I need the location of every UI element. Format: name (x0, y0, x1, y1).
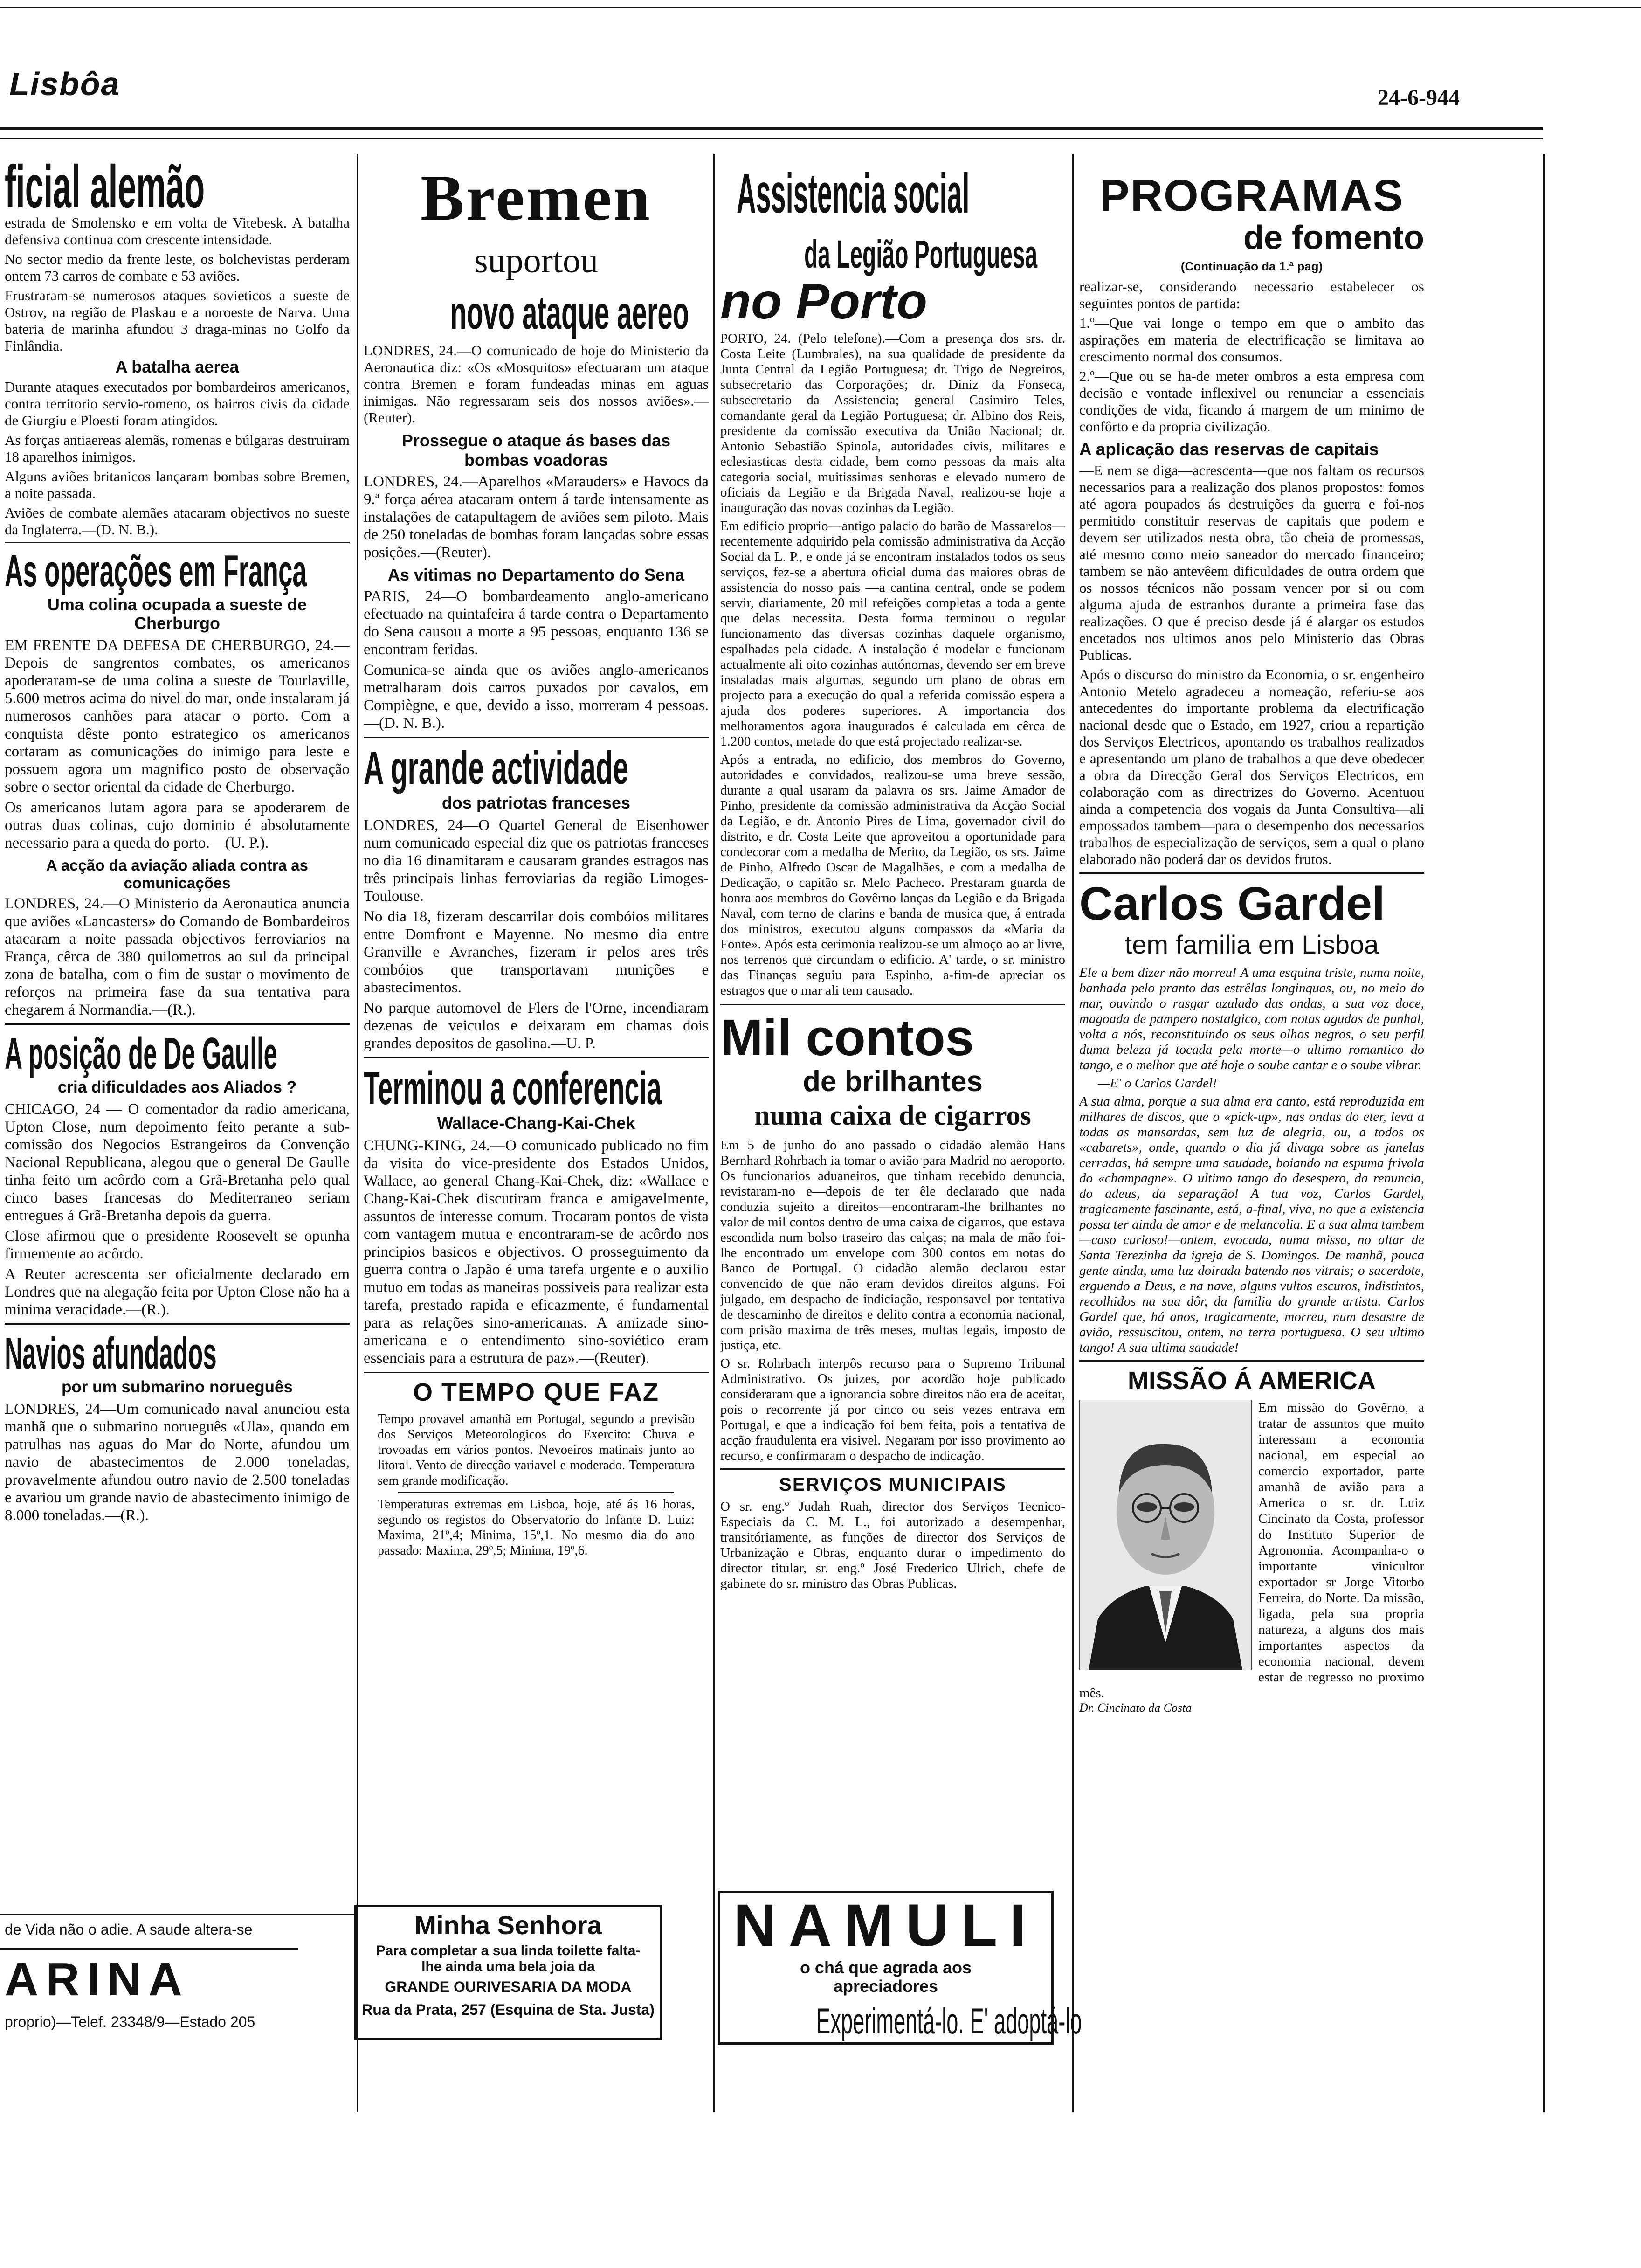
col1-para3-1: LONDRES, 24.—O Ministerio da Aeronautica anuncia que aviões «Lancasters» do Comando de Bombardeiros atacaram a noite passada objectivos ferroviarios na França, cêrca de 380 quilometros ao sul da principal zona de batalha, com o fim de sustar o movimento de reforços na primeira fase da sua tentativa para chegarem á Normandia.—(R.). (5, 895, 350, 1018)
col1-rule-3 (5, 1323, 350, 1325)
col4-photo-caption: Dr. Cincinato da Costa (1079, 1701, 1192, 1715)
col2-rule-2 (364, 1057, 709, 1058)
col1-para1-1: Durante ataques executados por bombardeiros americanos, contra territorio servio-romeno, os bairros civis da cidade de Giurgiu e Ploesti foram atingidos. (5, 379, 350, 429)
col3-para1-3: Após a entrada, no edificio, dos membros do Governo, autoridades e convidados, realizou-se uma breve sessão, durante a qual usaram da palavra os srs. Jaime Amador de Pinho, presidente da comissão administrativa da Acção Social da Legião, e dr. Antonio Pires de Lima, governador civil do distrito, e dr. Costa Leite que aproveitou a oportunidade para condecorar com a medalha de Merito, da Legião, os srs. Jaime de Pinho, Alfredo Oscar de Magalhães, e com a medalha de Dedicação, o capitão sr. Melo Pacheco. Prestaram guarda de honra aos membros do Govêrno lanças da Legião e da Brigada Naval, com terno de clarins e banda de musica que, á entrada dos ministros, executou alguns compassos da «Maria da Fonte». Após esta cerimonia realizou-se um almoço ao ar livre, nos terrenos que circundam o edificio. A' tarde, o sr. ministro das Finanças seguiu para Espinho, a-fim-de apreciar os estragos que o mar ali tem causado. (720, 752, 1065, 998)
col2-para4-3: No parque automovel de Flers de l'Orne, incendiaram dezenas de veiculos e deixaram em chamas dois grandes depositos de gasolina.—U. P. (364, 1000, 709, 1052)
col2-ad-title: Minha Senhora (414, 1910, 602, 1940)
col2-subhead-bases: Prossegue o ataque ás bases das bombas voadoras (401, 431, 671, 470)
top-rule (0, 7, 1641, 8)
col3-sub-brilhantes: de brilhantes (803, 1065, 983, 1098)
col3-ad-slogan: Experimentá-lo. E' adoptá-lo (816, 2000, 1082, 2041)
col1-ad-rule (0, 1948, 298, 1950)
col2-rule-1 (364, 737, 709, 738)
col4-headline: PROGRAMAS (1099, 173, 1404, 221)
col4-rule-1 (1079, 872, 1424, 874)
col1-para4-3: A Reuter acrescenta ser oficialmente declarado em Londres que na alegação feita por Upton Close não ha a minima veracidade.—(R.). (5, 1266, 350, 1318)
col3-sub-porto: no Porto (720, 273, 927, 329)
masthead-title: Lisbôa (9, 66, 120, 102)
col2-para5-1: CHUNG-KING, 24.—O comunicado publicado no fim da visita do vice-presidente dos Estados Unidos, Wallace, ao general Chang-Kai-Chek, diz: «Wallace e Chang-Kai-Chek discutiram franca e amigavelmente, assuntos de interesse comum. Trocaram pontos de vista com vantagem mutua e encontraram-se de acôrdo nos principios basicos e objectivos. O prosseguimento da guerra contra o Japão é uma tarefa urgente e o auxilio mutuo em todas as maneiras possiveis para realizar esta tarefa, prestado rapida e eficazmente, é fundamental para as relações sino-americanas. A amizade sino-americana e o entendimento sino-soviético eram essenciais para a estrutura de paz».—(Reuter). (364, 1137, 709, 1367)
col1-headline-navios: Navios afundados (5, 1328, 217, 1378)
col4-para1-3: 2.º—Que ou se ha-de meter ombros a esta empresa com decisão e vontade inflexivel ou renunciar a essenciais condições de vida, ficando á margem de um minimo de confôrto e da propria civilização. (1079, 368, 1424, 435)
masthead-rule-top (0, 127, 1543, 130)
col1-subhead-submarino: por um submarino norueguês (62, 1378, 293, 1396)
col2-rule-4 (398, 1492, 674, 1493)
col1-ad (0, 1914, 354, 2041)
col2-ad-store: GRANDE OURIVESARIA DA MODA (385, 1978, 632, 1995)
col2-headline-conferencia: Terminou a conferencia (364, 1062, 662, 1114)
col3-headline-mil-contos: Mil contos (720, 1009, 974, 1066)
col1-ad-tel: proprio)—Telef. 23348/9—Estado 205 (5, 2013, 255, 2030)
col2-para6-1: Tempo provavel amanhã em Portugal, segundo a previsão dos Serviços Meteorologicos do Exercito: Chuva e trovoadas em vários pontos. Nevoeiros matinais junto ao litoral. Vento de direcção variavel e moderado. Temperatura sem grande modificação. (378, 1412, 695, 1488)
col1-subhead-dificuldades: cria dificuldades aos Aliados ? (57, 1078, 297, 1096)
col1-headline: ficial alemão (5, 159, 205, 221)
col2-rule-3 (364, 1372, 709, 1373)
col3-rule-1 (720, 1004, 1065, 1005)
col1-para2-1: EM FRENTE DA DEFESA DE CHERBURGO, 24.—Depois de sangrentos combates, os americanos apoderaram-se de uma colina a sueste de Tourlaville, 5.600 metros acima do nivel do mar, onde instalaram já numerosos canhões para atacar o porto. Com a conquista dêste ponto estrategico os americanos cortaram as comunicações do inimigo para leste e possuem agora um magnifico posto de observação sobre o sector oriental da cidade de Cherburgo. (5, 637, 350, 795)
masthead-rule-bottom (0, 138, 1543, 139)
col4-portrait-photo (1079, 1400, 1252, 1670)
col2-headline: Bremen (421, 163, 652, 234)
right-frame-rule (1543, 154, 1545, 2112)
col3-para2-1: Em 5 de junho do ano passado o cidadão alemão Hans Bernhard Rohrbach ia tomar o avião para Madrid no aeroporto. Os funcionarios aduaneiros, que tinham recebido denuncia, revistaram-no e—depois de ter êle declarado que nada conduzia sujeito a direitos—encontraram-lhe brilhantes no valor de mil contos dentro de uma caixa de cigarros, que estava escondida num bolso traseiro das calças; na mala de mão foi-lhe encontrado um envelope com 300 contos em notas do Banco de Portugal. O cidadão alemão declarou estar convencido de que não eram devidos direitos alguns. Foi julgado, em despacho de indiciação, responsavel por tentativa de descaminho de direitos e delito contra a economia nacional, com prisão maxima de três meses, multas legais, imposto de justiça, etc. (720, 1138, 1065, 1353)
col1-para5-1: LONDRES, 24—Um comunicado naval anunciou esta manhã que o submarino norueguês «Ula», quando em patrulhas nas aguas do Mar do Norte, afundou um navio de abastecimentos de 2.000 toneladas, provavelmente afundou outro navio de 2.500 toneladas e avariou um grande navio de abastecimento inimigo de 8.000 toneladas.—(R.). (5, 1401, 350, 1524)
col4-headline-fomento: de fomento (1243, 219, 1424, 256)
col1-intro-1: estrada de Smolensko e em volta de Vitebesk. A batalha defensiva continua com crescente intensidade. (5, 214, 350, 248)
col1-para1-4: Aviões de combate alemães atacaram objectivos no sueste da Inglaterra.—(D. N. B.). (5, 505, 350, 538)
col1-para4-2: Close afirmou que o presidente Roosevelt se opunha firmemente ao acôrdo. (5, 1228, 350, 1262)
col2-para4-2: No dia 18, fizeram descarrilar dois combóios militares entre Domfront e Mayenne. No mesmo dia entre Granville e Avranches, fizeram ir pelos ares três combóios que transportavam munições e abastecimentos. (364, 908, 709, 996)
col1-subhead-batalha: A batalha aerea (115, 357, 239, 376)
col1-intro-3: Frustraram-se numerosos ataques sovieticos a sueste de Ostrov, na região de Plaskau e a noroeste de Narva. Uma bateria de marinha afundou 3 draga-minas no Golfo da Finlândia. (5, 287, 350, 354)
col4-para3-3: A sua alma, porque a sua alma era canto, está reproduzida em milhares de discos, que o «pick-up», nas ondas do eter, leva a todas as mansardas, sem luz de alegria, ou, a todos os «cabarets», onde, quando o dia já divaga sobre as janelas cerradas, há sempre uma saudade, boiando na espuma frivola do «champagne». O ultimo tango do desespero, da renuncia, do adeus, da separação! A tua voz, Carlos Gardel, tragicamente fascinante, está, a-final, viva, no que a existencia possa ter ainda de amor e de melancolia. E a sua alma tambem—caso curioso!—ontem, evocada, numa missa, no altar de Santa Terezinha da igreja de S. Domingos. De manhã, pouca gente ainda, uma luz doirada batendo nos vitrais; o sacerdote, erguendo a Deus, e na nave, alguns vultos escuros, indistintos, recolhidos na sua dôr, da familia do grande artista. Carlos Gardel que, há anos, tragicamente, morreu, num desastre de avião, ressuscitou, ontem, na terra portuguesa. O seu ultimo tango! A sua ultima saudade! (1079, 1094, 1424, 1355)
masthead-date: 24-6-944 (1378, 85, 1460, 110)
col2-para2-1: LONDRES, 24.—Aparelhos «Marauders» e Havocs da 9.ª força aérea atacaram ontem á tarde intensamente as instalações de catapultagem de aviões sem piloto. Mais de 250 toneladas de bombas foram lançadas sobre essas posições.—(Reuter). (364, 473, 709, 561)
col3-para1-2: Em edificio proprio—antigo palacio do barão de Massarelos—recentemente adquirido pela comissão administrativa da Acção Social da L. P., e onde já se encontram instalados todos os seus serviços, fez-se a abertura oficial duma das maiores obras de assistencia do nosso pais —a cantina central, onde se podem servir, diariamente, 20 mil refeições completas a toda a gente que delas necessita. Desta forma terminou o regular funcionamento das diversas cozinhas daquele organismo, espalhadas pela cidade. A instalação é modelar e funcionam actualmente ali oito cozinhas autónomas, devendo ser em breve instaladas mais algumas, segundo um plano de obras em projecto para a execução do qual a referida comissão espera a ajuda dos poderes superiores. A importancia dos melhoramentos agora inaugurados é calculada em cêrca de 1.200 contos, metade do que está projectado realizar-se. (720, 519, 1065, 749)
col1-headline-franca: As operações em França (5, 546, 307, 596)
col2-headline-tempo: O TEMPO QUE FAZ (413, 1378, 660, 1406)
col3-para3-1: O sr. eng.º Judah Ruah, director dos Serviços Tecnico-Especiais da C. M. L., foi autorizado a desempenhar, transitóriamente, as funções de director dos Serviços de Urbanização e Obras, enquanto durar o impedimento do director titular, sr. eng.º José Frederico Ulrich, chefe de gabinete do sr. ministro das Obras Publicas. (720, 1499, 1065, 1591)
col4-rule-2 (1079, 1360, 1424, 1362)
col2-para4-1: LONDRES, 24—O Quartel General de Eisenhower num comunicado especial diz que os patriotas franceses no dia 16 dinamitaram e causaram grandes estragos nas três principais linhas ferroviarias da região Limoges-Toulouse. (364, 817, 709, 905)
col2-sub-suportou: suportou (474, 241, 598, 280)
column-divider-1 (357, 154, 358, 2112)
col4-para1-1: realizar-se, considerando necessario estabelecer os seguintes pontos de partida: (1079, 278, 1424, 311)
col4-para3-2: —E' o Carlos Gardel! (1098, 1076, 1217, 1091)
col3-ad-brand: NAMULI (733, 1892, 1038, 1959)
col4-subhead-familia: tem familia em Lisboa (1124, 930, 1379, 959)
col3-rule-2 (720, 1468, 1065, 1470)
col1-ad-line: de Vida não o adie. A saude altera-se (5, 1921, 253, 1938)
col4-subhead-reservas: A aplicação das reservas de capitais (1079, 440, 1379, 459)
col3-sub-legiao: da Legião Portuguesa (804, 232, 1038, 276)
col1-intro-2: No sector medio da frente leste, os bolchevistas perderam ontem 73 carros de combate e 53 aviões. (5, 251, 350, 284)
col1-para1-3: Alguns aviões britanicos lançaram bombas sobre Bremen, a noite passada. (5, 468, 350, 501)
col3-ad-text: o chá que agrada aos apreciadores (800, 1958, 972, 1996)
col2-para6-2: Temperaturas extremas em Lisboa, hoje, até ás 16 horas, segundo os registos do Observatorio do Infante D. Luiz: Maxima, 21º,4; Minima, 15º,1. No mesmo dia do ano passado: Maxima, 29º,5; Minima, 19º,6. (378, 1497, 695, 1558)
col2-headline-actividade: A grande actividade (364, 742, 628, 794)
col2-subhead-vitimas: As vitimas no Departamento do Sena (387, 565, 685, 584)
col2-para3-2: Comunica-se ainda que os aviões anglo-americanos metralharam dois carros puxados por cavalos, em Compiègne, e que, devido a isso, morreram 4 pessoas.—(D. N. B.). (364, 662, 709, 732)
col2-ad-minha-senhora (354, 1905, 662, 2040)
col2-subhead-wallace: Wallace-Chang-Kai-Chek (437, 1113, 635, 1133)
col1-ad-brand: ARINA (5, 1953, 190, 2005)
col2-subhead-patriotas: dos patriotas franceses (441, 793, 631, 812)
col1-rule-1 (5, 542, 350, 543)
column-divider-2 (713, 154, 715, 2112)
column-2 (364, 163, 709, 2098)
col4-headline-missao: MISSÃO Á AMERICA (1127, 1367, 1376, 1395)
col2-para1-1: LONDRES, 24.—O comunicado de hoje do Ministerio da Aeronautica diz: «Os «Mosquitos» efectuaram um ataque contra Bremen e foram fundeadas minas em aguas inimigas. Não regressaram seis dos nossos aviões».—(Reuter). (364, 342, 709, 426)
col4-para3-1: Ele a bem dizer não morreu! A uma esquina triste, numa noite, banhada pelo pranto das estrêlas longinquas, ou, no meio do mar, ouvindo o rasgar azulado das ondas, a sua voz doce, magoada de pampero nostalgico, com notas agudas de punhal, volta a nós, reconstituindo os seus olhos negros, o seu perfil duma beleza já tocada pela morte—o ultimo romantico do tango, e o melhor que até hoje o soube cantar e o soube vibrar. (1079, 965, 1424, 1072)
col1-para2-2: Os americanos lutam agora para se apoderarem de outras duas colinas, cujo dominio é absolutamente necessario para a queda do porto.—(U. P.). (5, 799, 350, 851)
col4-headline-gardel: Carlos Gardel (1079, 878, 1385, 930)
col3-headline-servicos: SERVIÇOS MUNICIPAIS (779, 1474, 1007, 1495)
col3-para1-1: PORTO, 24. (Pelo telefone).—Com a presença dos srs. dr. Costa Leite (Lumbrales), na sua qualidade de presidente da Junta Central da Legião Portuguesa; dr. Trigo de Negreiros, subsecretario das Corporações; dr. Diniz da Fonseca, subsecretario da Assistencia; general Casimiro Teles, comandante geral da Legião Portuguesa; dr. Albino dos Reis, presidente da comissão executiva da União Nacional; dr. Antonio Sebastião Spinola, autoridades civis, militares e eclesiasticas desta cidade, bem como pessoas da mais alta categoria social, muitissimas senhoras e elevado numero de oficiais da Legião e da Brigada Naval, realizou-se hoje a inauguração das novas cozinhas da Legião. (720, 331, 1065, 515)
column-3 (720, 163, 1065, 2098)
col4-para2-1: —E nem se diga—acrescenta—que nos faltam os recursos necessarios para a realização dos planos propostos: fomos até agora poupados ás destruições da guerra e foi-nos permitido constituir reservas de capitais que podem e devem ser utilizados nesta obra, tão cheia de promessas, até mesmo como meio saneador do mercado financeiro; tambem se não antevêem dificuldades de outra ordem que os nossos técnicos não possam vencer por si ou com alguma ajuda de estranhos durante a primeira fase das realizações. O que é preciso desde já é alargar os estudos encetados nos ultimos anos pelo Ministerio das Obras Publicas. (1079, 462, 1424, 663)
col1-subhead-colina: Uma colina ocupada a sueste de Cherburgo (47, 595, 307, 633)
col4-para1-2: 1.º—Que vai longe o tempo em que o ambito das aspirações em materia de electrificação se limitava ao crescimento normal dos consumos. (1079, 315, 1424, 365)
col1-para1-2: As forças antiaereas alemãs, romenas e búlgaras destruiram 18 aparelhos inimigos. (5, 432, 350, 465)
col1-headline-degaulle: A posição de De Gaulle (5, 1029, 277, 1079)
col1-subhead-aviacao: A acção da aviação aliada contra as comunicações (46, 857, 308, 892)
column-divider-3 (1072, 154, 1074, 2112)
col4-para2-2: Após o discurso do ministro da Economia, o sr. engenheiro Antonio Metelo agradeceu a nomeação, referiu-se aos antecedentes do importante problema da electrificação nacional desde que o Estado, em 1927, criou a repartição dos Serviços Electricos, apontando os trabalhos realizados e apresentando um plano de trabalhos a que deve obedecer a obra da Direcção Geral dos Serviços Electricos, em colaboração com as directrizes do Governo. Acentuou ainda a competencia dos vogais da Junta Consultiva—ali empossados tambem—para o desempenho dos necessarios trabalhos de especialização de serviços, sem a qual o plano elaborado não poderá dar os devidos frutos. (1079, 666, 1424, 867)
col4-para4-1: Em missão do Govêrno, a tratar de assuntos que muito interessam a economia nacional, em especial ao comercio exportador, parte amanhã de avião para a America o sr. dr. Luiz Cincinato da Costa, professor do Instituto Superior de Agronomia. Acompanha-o o importante vinicultor exportador sr Jorge Vitorbo Ferreira, do Norte. Da missão, ligada, pela sua propria natureza, a alguns dos mais importantes aspectos da economia nacional, devem estar de regresso no proximo mês. (1079, 1400, 1424, 1701)
col1-rule-2 (5, 1023, 350, 1025)
col3-ad-namuli (718, 1891, 1082, 2045)
col3-para2-2: O sr. Rohrbach interpôs recurso para o Supremo Tribunal Administrativo. Os juizes, por acordão hoje publicado consideraram que a ignorancia sobre direitos não era de aceitar, pois o recorrente já por cinco ou seis vezes entrava em Portugal, e que a indicação foi bem feita, pois a tentativa de acção fraudulenta era visivel. Negaram por isso provimento ao recurso, e confirmaram o despacho de indicação. (720, 1356, 1065, 1463)
col2-ad-text: Para completar a sua linda toilette falta-lhe ainda uma bela joia da (376, 1943, 641, 1974)
col3-headline: Assistencia social (737, 163, 970, 225)
column-4 (1079, 173, 1424, 2108)
column-1 (5, 159, 350, 2094)
col1-para4-1: CHICAGO, 24 — O comentador da radio americana, Upton Close, num depoimento feito perante a sub-comissão dos Negocios Estrangeiros da Convenção Nacional Republicana, alegou que o general De Gaulle tinha feito um acôrdo com a Grã-Bretanha pelo qual cinco bases francesas do Mediterraneo seriam entregues á Grã-Bretanha depois da guerra. (5, 1101, 350, 1224)
col2-para3-1: PARIS, 24—O bombardeamento anglo-americano efectuado na quintafeira á tarde contra o Departamento do Sena causou a morte a 95 pessoas, enquanto 136 se encontram feridas. (364, 588, 709, 658)
col2-sub-ataque: novo ataque aereo (450, 287, 689, 339)
col3-sub-caixa: numa caixa de cigarros (754, 1100, 1031, 1131)
col4-continuation: (Continuação da 1.ª pag) (1180, 259, 1323, 273)
col2-ad-address: Rua da Prata, 257 (Esquina de Sta. Justa) (362, 2001, 655, 2018)
